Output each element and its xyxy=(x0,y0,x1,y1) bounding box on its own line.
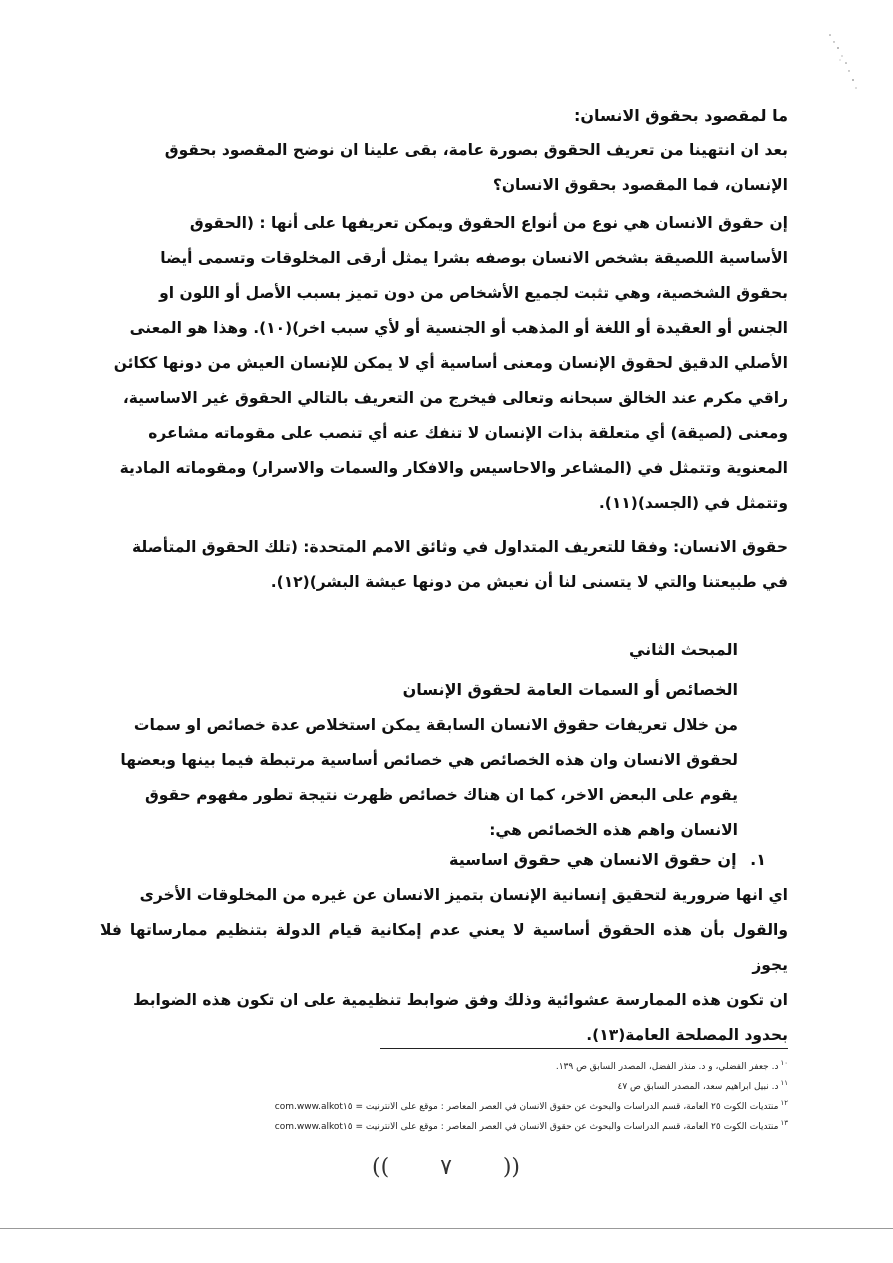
paragraph-line: الإنسان، فما المقصود بحقوق الانسان؟ xyxy=(492,176,788,194)
paragraph-line: والقول بأن هذه الحقوق أساسية لا يعني عدم إمكانية قيام الدولة بتنظيم ممارساتها فلا يجوز xyxy=(100,921,788,974)
paragraph-un-definition xyxy=(100,530,788,600)
chapter-label: المبحث الثاني xyxy=(628,640,738,659)
bottom-rule xyxy=(0,1228,893,1229)
footnote xyxy=(128,1075,788,1095)
list-number: ١. xyxy=(750,850,766,869)
footnote-text: منتديات الكوت ٢٥ العامة، قسم الدراسات والبحوث عن حقوق الانسان في العصر المعاصر : موقع على الانترنيت = www.alkot١٥.com xyxy=(274,1102,779,1112)
paragraph-line: اي انها ضرورية لتحقيق إنسانية الإنسان بتميز الانسان عن غيره من المخلوقات الأخرى xyxy=(139,886,788,904)
paragraph-line: من خلال تعريفات حقوق الانسان السابقة يمكن استخلاص عدة خصائص او سمات xyxy=(133,716,738,734)
footnote xyxy=(128,1095,788,1115)
footnote-number: ١٠ xyxy=(780,1059,788,1067)
chapter-title: الخصائص أو السمات العامة لحقوق الإنسان xyxy=(402,680,738,699)
paragraph-line: الأصلي الدقيق لحقوق الإنسان ومعنى أساسية أي لا يمكن للإنسان العيش من دونها ككائن xyxy=(113,354,788,372)
paragraph-line: بحدود المصلحة العامة(١٣). xyxy=(586,1026,788,1044)
page-number-value: ٧ xyxy=(440,1154,452,1180)
footnote-text: د. نبيل ابراهيم سعد، المصدر السابق ص ٤٧ xyxy=(617,1082,779,1092)
page-number-open-bracket: (( xyxy=(372,1154,390,1180)
paragraph-basic-rights xyxy=(100,878,788,1053)
paragraph-definition xyxy=(100,206,788,521)
paragraph-line: الجنس أو العقيدة أو اللغة أو المذهب أو الجنسية أو لأي سبب اخر)(١٠). وهذا هو المعنى xyxy=(129,319,788,337)
footnote-separator xyxy=(380,1048,788,1049)
paragraph-line: بحقوق الشخصية، وهي تثبت لجميع الأشخاص من دون تميز بسبب الأصل أو اللون او xyxy=(159,284,788,302)
paragraph-line: ان تكون هذه الممارسة عشوائية وذلك وفق ضوابط تنظيمية على ان تكون هذه الضوابط xyxy=(133,991,788,1009)
footnote-number: ١٣ xyxy=(780,1119,788,1127)
paragraph-line: لحقوق الانسان وان هذه الخصائص هي خصائص أساسية مرتبطة فيما بينها وبعضها xyxy=(120,751,738,769)
paragraph-line: حقوق الانسان: وفقا للتعريف المتداول في وثائق الامم المتحدة: (تلك الحقوق المتأصلة xyxy=(132,538,788,556)
paragraph-characteristics-intro xyxy=(120,708,738,848)
page-number xyxy=(372,1152,520,1182)
paragraph-line: المعنوية وتتمثل في (المشاعر والاحاسيس والافكار والسمات والاسرار) ومقوماته المادية xyxy=(119,459,788,477)
page-number-close-bracket: )) xyxy=(502,1154,520,1180)
paragraph-line: في طبيعتنا والتي لا يتسنى لنا أن نعيش من دونها عيشة البشر)(١٢). xyxy=(270,573,788,591)
scan-artifact xyxy=(820,30,860,100)
paragraph-line: الانسان واهم هذه الخصائص هي: xyxy=(489,821,738,839)
footnote-text: د. جعفر الفضلي، و د. منذر الفضل، المصدر السابق ص ١٣٩. xyxy=(555,1062,779,1072)
paragraph-line: يقوم على البعض الاخر، كما ان هناك خصائص ظهرت نتيجة تطور مفهوم حقوق xyxy=(144,786,738,804)
footnote xyxy=(128,1115,788,1135)
list-item-heading xyxy=(420,850,766,869)
paragraph-line: راقي مكرم عند الخالق سبحانه وتعالى فيخرج من التعريف بالتالي الحقوق غير الاساسية، xyxy=(122,389,788,407)
paragraph-line: إن حقوق الانسان هي نوع من أنواع الحقوق ويمكن تعريفها على أنها : (الحقوق xyxy=(189,214,788,232)
section-title: ما لمقصود بحقوق الانسان: xyxy=(573,106,788,125)
footnote-number: ١١ xyxy=(780,1079,788,1087)
paragraph-line: ومعنى (لصيقة) أي متعلقة بذات الإنسان لا تنفك عنه أي تنصب على مقوماته مشاعره xyxy=(148,424,788,442)
footnote-number: ١٢ xyxy=(780,1099,788,1107)
paragraph-line: وتتمثل في (الجسد)(١١). xyxy=(598,494,788,512)
paragraph-line: بعد ان انتهينا من تعريف الحقوق بصورة عامة، بقى علينا ان نوضح المقصود بحقوق xyxy=(164,141,788,159)
list-item-title: إن حقوق الانسان هي حقوق اساسية xyxy=(448,850,737,869)
footnotes xyxy=(128,1055,788,1135)
paragraph-line: الأساسية اللصيقة بشخص الانسان بوصفه بشرا يمثل أرقى المخلوقات وتسمى أيضا xyxy=(160,249,788,267)
footnote xyxy=(128,1055,788,1075)
paragraph-intro xyxy=(100,133,788,203)
footnote-text: منتديات الكوت ٢٥ العامة، قسم الدراسات والبحوث عن حقوق الانسان في العصر المعاصر : موقع على الانترنيت = www.alkot١٥.com xyxy=(274,1122,779,1132)
